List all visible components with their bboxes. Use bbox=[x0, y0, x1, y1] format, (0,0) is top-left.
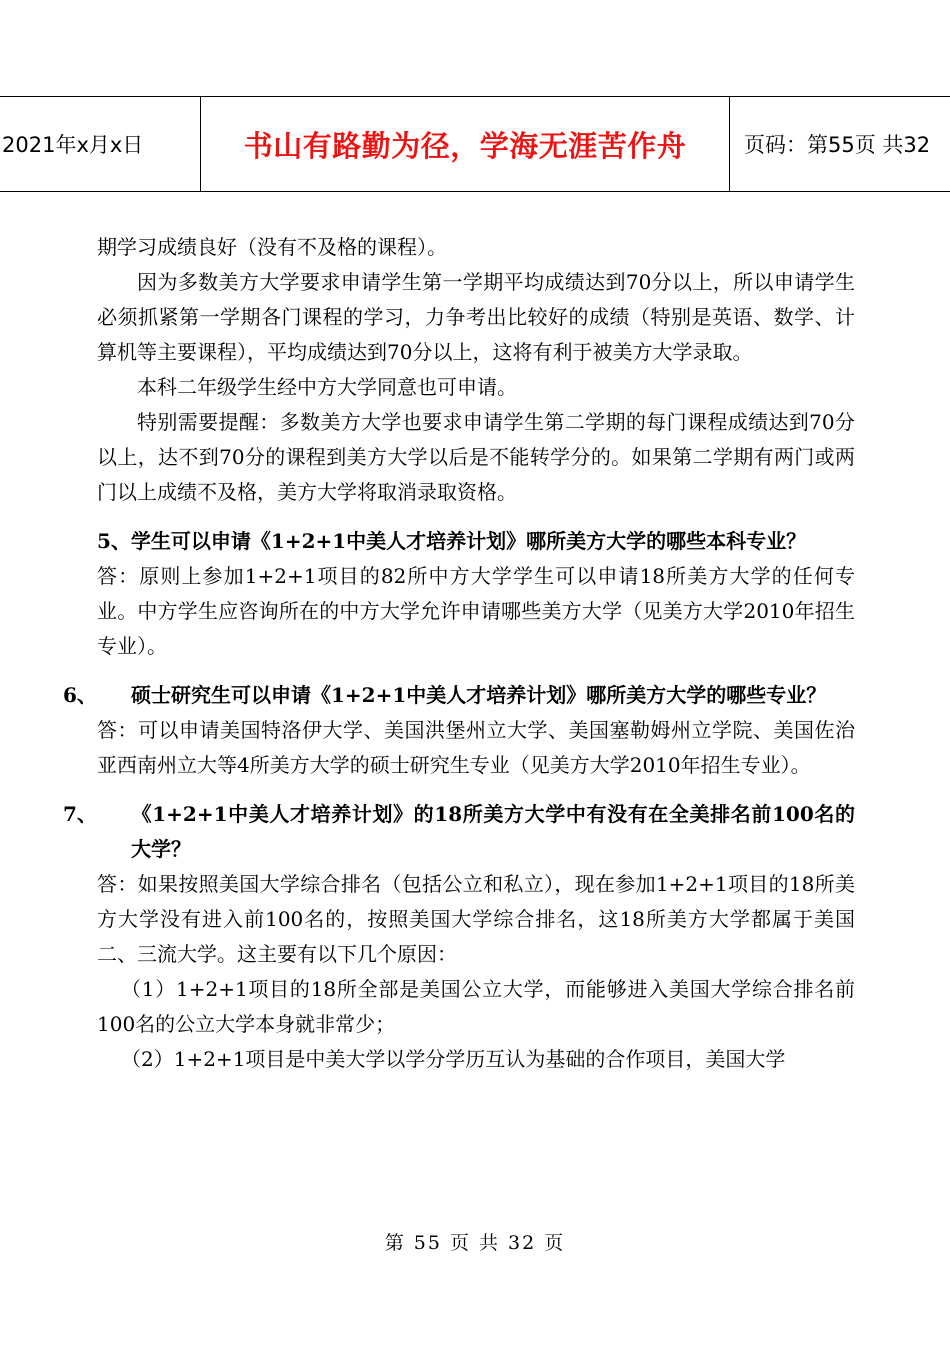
footer-total-pages: 32 bbox=[508, 1232, 537, 1254]
answer-7-point-1: （1）1+2+1项目的18所全部是美国公立大学，而能够进入美国大学综合排名前100名的公立大学本身就非常少； bbox=[97, 977, 855, 1036]
question-7-number: 7、 bbox=[63, 802, 97, 826]
answer-7: 答：如果按照美国大学综合排名（包括公立和私立），现在参加1+2+1项目的18所美方大学没有进入前100名的，按照美国大学综合排名，这18所美方大学都属于美国二、三流大学。这主要有以下几个原因： bbox=[97, 872, 855, 966]
paragraph-reminder: 特别需要提醒：多数美方大学也要求申请学生第二学期的每门课程成绩达到70分以上，达不到70分的课程到美方大学以后是不能转学分的。如果第二学期有两门或两门以上成绩不及格，美方大学将取消录取资格。 bbox=[97, 410, 855, 504]
footer-word-gong: 共 bbox=[479, 1232, 501, 1254]
page-footer bbox=[0, 1228, 950, 1255]
header-page-info: 页码：第55页 共32 bbox=[744, 133, 931, 157]
footer-word-ye-end: 页 bbox=[544, 1232, 566, 1254]
question-6-text: 硕士研究生可以申请《1+2+1中美人才培养计划》哪所美方大学的哪些专业？ bbox=[131, 683, 827, 707]
question-7-text: 《1+2+1中美人才培养计划》的18所美方大学中有没有在全美排名前100名的大学？ bbox=[131, 802, 855, 861]
answer-6: 答：可以申请美国特洛伊大学、美国洪堡州立大学、美国塞勒姆州立学院、美国佐治亚西南州立大等4所美方大学的硕士研究生专业（见美方大学2010年招生专业）。 bbox=[97, 718, 855, 777]
footer-word-di: 第 bbox=[384, 1232, 406, 1254]
answer-5: 答：原则上参加1+2+1项目的82所中方大学学生可以申请18所美方大学的任何专业。中方学生应咨询所在的中方大学允许申请哪些美方大学（见美方大学2010年招生专业）。 bbox=[97, 564, 855, 658]
footer-page-number: 55 bbox=[413, 1232, 442, 1254]
footer-word-ye: 页 bbox=[449, 1232, 471, 1254]
document-body bbox=[63, 230, 855, 1077]
question-6 bbox=[63, 678, 855, 713]
paragraph-grade-requirement: 因为多数美方大学要求申请学生第一学期平均成绩达到70分以上，所以申请学生必须抓紧第一学期各门课程的学习，力争考出比较好的成绩（特别是英语、数学、计算机等主要课程），平均成绩达到70分以上，这将有利于被美方大学录取。 bbox=[97, 270, 855, 364]
header-date: 2021年x月x日 bbox=[2, 133, 144, 157]
paragraph-second-year: 本科二年级学生经中方大学同意也可申请。 bbox=[137, 375, 517, 399]
paragraph-continued: 期学习成绩良好（没有不及格的课程）。 bbox=[97, 235, 447, 259]
page-header bbox=[0, 96, 950, 192]
answer-7-point-2: （2）1+2+1项目是中美大学以学分学历互认为基础的合作项目，美国大学 bbox=[121, 1047, 786, 1071]
header-motto: 书山有路勤为径，学海无涯苦作舟 bbox=[200, 97, 730, 191]
question-5: 5、学生可以申请《1+2+1中美人才培养计划》哪所美方大学的哪些本科专业？ bbox=[97, 529, 807, 553]
question-7 bbox=[63, 797, 855, 867]
question-6-number: 6、 bbox=[63, 683, 97, 707]
